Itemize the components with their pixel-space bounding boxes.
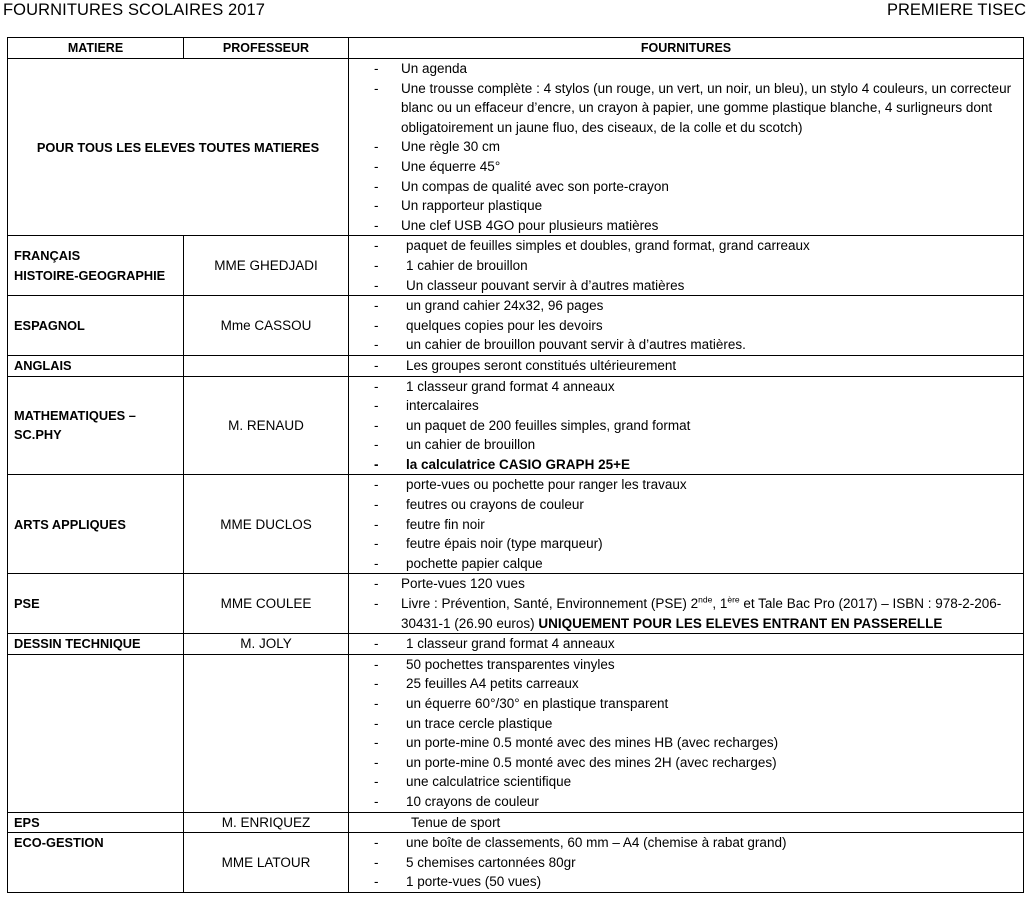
item-note: UNIQUEMENT POUR LES ELEVES ENTRANT EN PASSERELLE: [538, 615, 943, 631]
list-item: - 25 feuilles A4 petits carreaux: [349, 674, 1023, 694]
item-text: et Tale Bac Pro (2017) – ISBN : 978-2-206-30431-1 (26.90 euros): [401, 596, 1002, 631]
table-row-arts: [8, 475, 1024, 574]
subject-name: HISTOIRE-GEOGRAPHIE: [14, 267, 166, 283]
page-header: [0, 0, 1030, 24]
supplies-list: [349, 236, 1023, 295]
column-header-teacher: PROFESSEUR: [184, 38, 349, 59]
teacher-name: MME COULEE: [184, 574, 349, 634]
supplies-cell: [349, 574, 1024, 634]
list-item: - paquet de feuilles simples et doubles, grand format, grand carreaux: [349, 236, 1023, 256]
subject-name: EPS: [8, 812, 184, 833]
list-item: - Un agenda: [349, 59, 1023, 79]
supplies-list: [349, 377, 1023, 475]
list-item: - Un rapporteur plastique: [349, 196, 1023, 216]
teacher-name: Mme CASSOU: [184, 296, 349, 356]
list-item: - Porte-vues 120 vues: [349, 574, 1023, 594]
column-header-supplies: FOURNITURES: [349, 38, 1024, 59]
list-item-plain: [349, 813, 1023, 833]
list-item: - une calculatrice scientifique: [349, 772, 1023, 792]
list-item: - feutres ou crayons de couleur: [349, 495, 1023, 515]
subject-name: ANGLAIS: [8, 355, 184, 376]
table-row-dessin: [8, 634, 1024, 655]
table-row-all-students: [8, 59, 1024, 236]
list-item: - 1 classeur grand format 4 anneaux: [349, 634, 1023, 654]
supplies-cell: [349, 236, 1024, 296]
subject-cell: [8, 376, 184, 475]
subject-name: DESSIN TECHNIQUE: [8, 634, 184, 655]
supplies-cell: [349, 833, 1024, 893]
list-item: - Une équerre 45°: [349, 157, 1023, 177]
list-item: - Une règle 30 cm: [349, 137, 1023, 157]
list-item: [349, 594, 1023, 633]
list-item: - un porte-mine 0.5 monté avec des mines HB (avec recharges): [349, 733, 1023, 753]
list-item: - 1 classeur grand format 4 anneaux: [349, 377, 1023, 397]
list-item: - 1 porte-vues (50 vues): [349, 872, 1023, 892]
all-students-label: POUR TOUS LES ELEVES TOUTES MATIERES: [8, 59, 349, 236]
supplies-cell: [349, 654, 1024, 812]
list-item: - une boîte de classements, 60 mm – A4 (chemise à rabat grand): [349, 833, 1023, 853]
table-row-espagnol: [8, 296, 1024, 356]
teacher-name: [184, 355, 349, 376]
supplies-cell: [349, 355, 1024, 376]
teacher-name: MME GHEDJADI: [184, 236, 349, 296]
list-item: - Les groupes seront constitués ultérieurement: [349, 356, 1023, 376]
subject-name: MATHEMATIQUES –: [14, 407, 136, 423]
teacher-name: MME DUCLOS: [184, 475, 349, 574]
list-item: - intercalaires: [349, 396, 1023, 416]
list-item: - 10 crayons de couleur: [349, 792, 1023, 812]
supplies-list: [349, 296, 1023, 355]
table-row-maths: [8, 376, 1024, 475]
list-item: - feutre épais noir (type marqueur): [349, 534, 1023, 554]
subject-name: FRANÇAIS: [14, 248, 81, 264]
document-title: FOURNITURES SCOLAIRES 2017: [3, 1, 266, 19]
supplies-cell: [349, 59, 1024, 236]
subject-cell: [8, 236, 184, 296]
subject-name: PSE: [8, 574, 184, 634]
list-item: - pochette papier calque: [349, 554, 1023, 574]
supplies-list: [349, 475, 1023, 573]
supplies-cell: [349, 812, 1024, 833]
teacher-name: MME LATOUR: [184, 833, 349, 893]
supplies-table: [7, 37, 1024, 893]
empty-cell: [8, 654, 184, 812]
supplies-list: [349, 813, 1023, 833]
table-row-eco: [8, 833, 1024, 893]
list-item: - Un classeur pouvant servir à d’autres matières: [349, 276, 1023, 296]
supplies-cell: [349, 376, 1024, 475]
supplies-list: [349, 833, 1023, 892]
list-item: - un trace cercle plastique: [349, 714, 1023, 734]
table-row-anglais: [8, 355, 1024, 376]
supplies-list: [349, 356, 1023, 376]
supplies-cell: [349, 296, 1024, 356]
list-item: - un cahier de brouillon: [349, 435, 1023, 455]
item-text: Tenue de sport: [411, 814, 501, 830]
column-header-subject: MATIERE: [8, 38, 184, 59]
list-item: - un paquet de 200 feuilles simples, grand format: [349, 416, 1023, 436]
list-item: - un équerre 60°/30° en plastique transparent: [349, 694, 1023, 714]
teacher-name: M. JOLY: [184, 634, 349, 655]
list-item: - quelques copies pour les devoirs: [349, 316, 1023, 336]
supplies-list: [349, 655, 1023, 812]
teacher-name: M. RENAUD: [184, 376, 349, 475]
supplies-cell: [349, 475, 1024, 574]
subject-name: ECO-GESTION: [8, 833, 184, 893]
item-text: Livre : Prévention, Santé, Environnement (PSE) 2: [401, 596, 699, 612]
table-row-dessin-supplies: [8, 654, 1024, 812]
subject-name: ARTS APPLIQUES: [8, 475, 184, 574]
list-item: - la calculatrice CASIO GRAPH 25+E: [349, 455, 1023, 475]
superscript: nde: [698, 594, 713, 605]
table-row-francais: [8, 236, 1024, 296]
subject-name: ESPAGNOL: [8, 296, 184, 356]
list-item: - porte-vues ou pochette pour ranger les travaux: [349, 475, 1023, 495]
list-item: - 5 chemises cartonnées 80gr: [349, 853, 1023, 873]
class-name: PREMIERE TISEC: [886, 1, 1026, 19]
list-item: - un cahier de brouillon pouvant servir à d’autres matières.: [349, 335, 1023, 355]
list-item: - 50 pochettes transparentes vinyles: [349, 655, 1023, 675]
list-item: - 1 cahier de brouillon: [349, 256, 1023, 276]
list-item: - Une clef USB 4GO pour plusieurs matières: [349, 216, 1023, 236]
list-item: - un porte-mine 0.5 monté avec des mines 2H (avec recharges): [349, 753, 1023, 773]
list-item: - un grand cahier 24x32, 96 pages: [349, 296, 1023, 316]
table-header-row: [8, 38, 1024, 59]
list-item: - Un compas de qualité avec son porte-crayon: [349, 177, 1023, 197]
item-text: , 1: [712, 596, 728, 612]
table-row-eps: [8, 812, 1024, 833]
supplies-list: [349, 59, 1023, 235]
teacher-name: M. ENRIQUEZ: [184, 812, 349, 833]
supplies-list: [349, 634, 1023, 654]
list-item: - Une trousse complète : 4 stylos (un rouge, un vert, un noir, un bleu), un stylo 4 couleurs, un correcteur blanc ou un effaceur d’encre, un crayon à papier, une gomme plastique blanche, 4 surligneurs dont obligatoirement un jaune fluo, des ciseaux, de la colle et du scotch): [349, 79, 1023, 138]
supplies-cell: [349, 634, 1024, 655]
supplies-list: [349, 574, 1023, 633]
empty-cell: [184, 654, 349, 812]
list-item: - feutre fin noir: [349, 515, 1023, 535]
superscript: ère: [727, 594, 740, 605]
table-row-pse: [8, 574, 1024, 634]
subject-name: SC.PHY: [14, 427, 62, 443]
